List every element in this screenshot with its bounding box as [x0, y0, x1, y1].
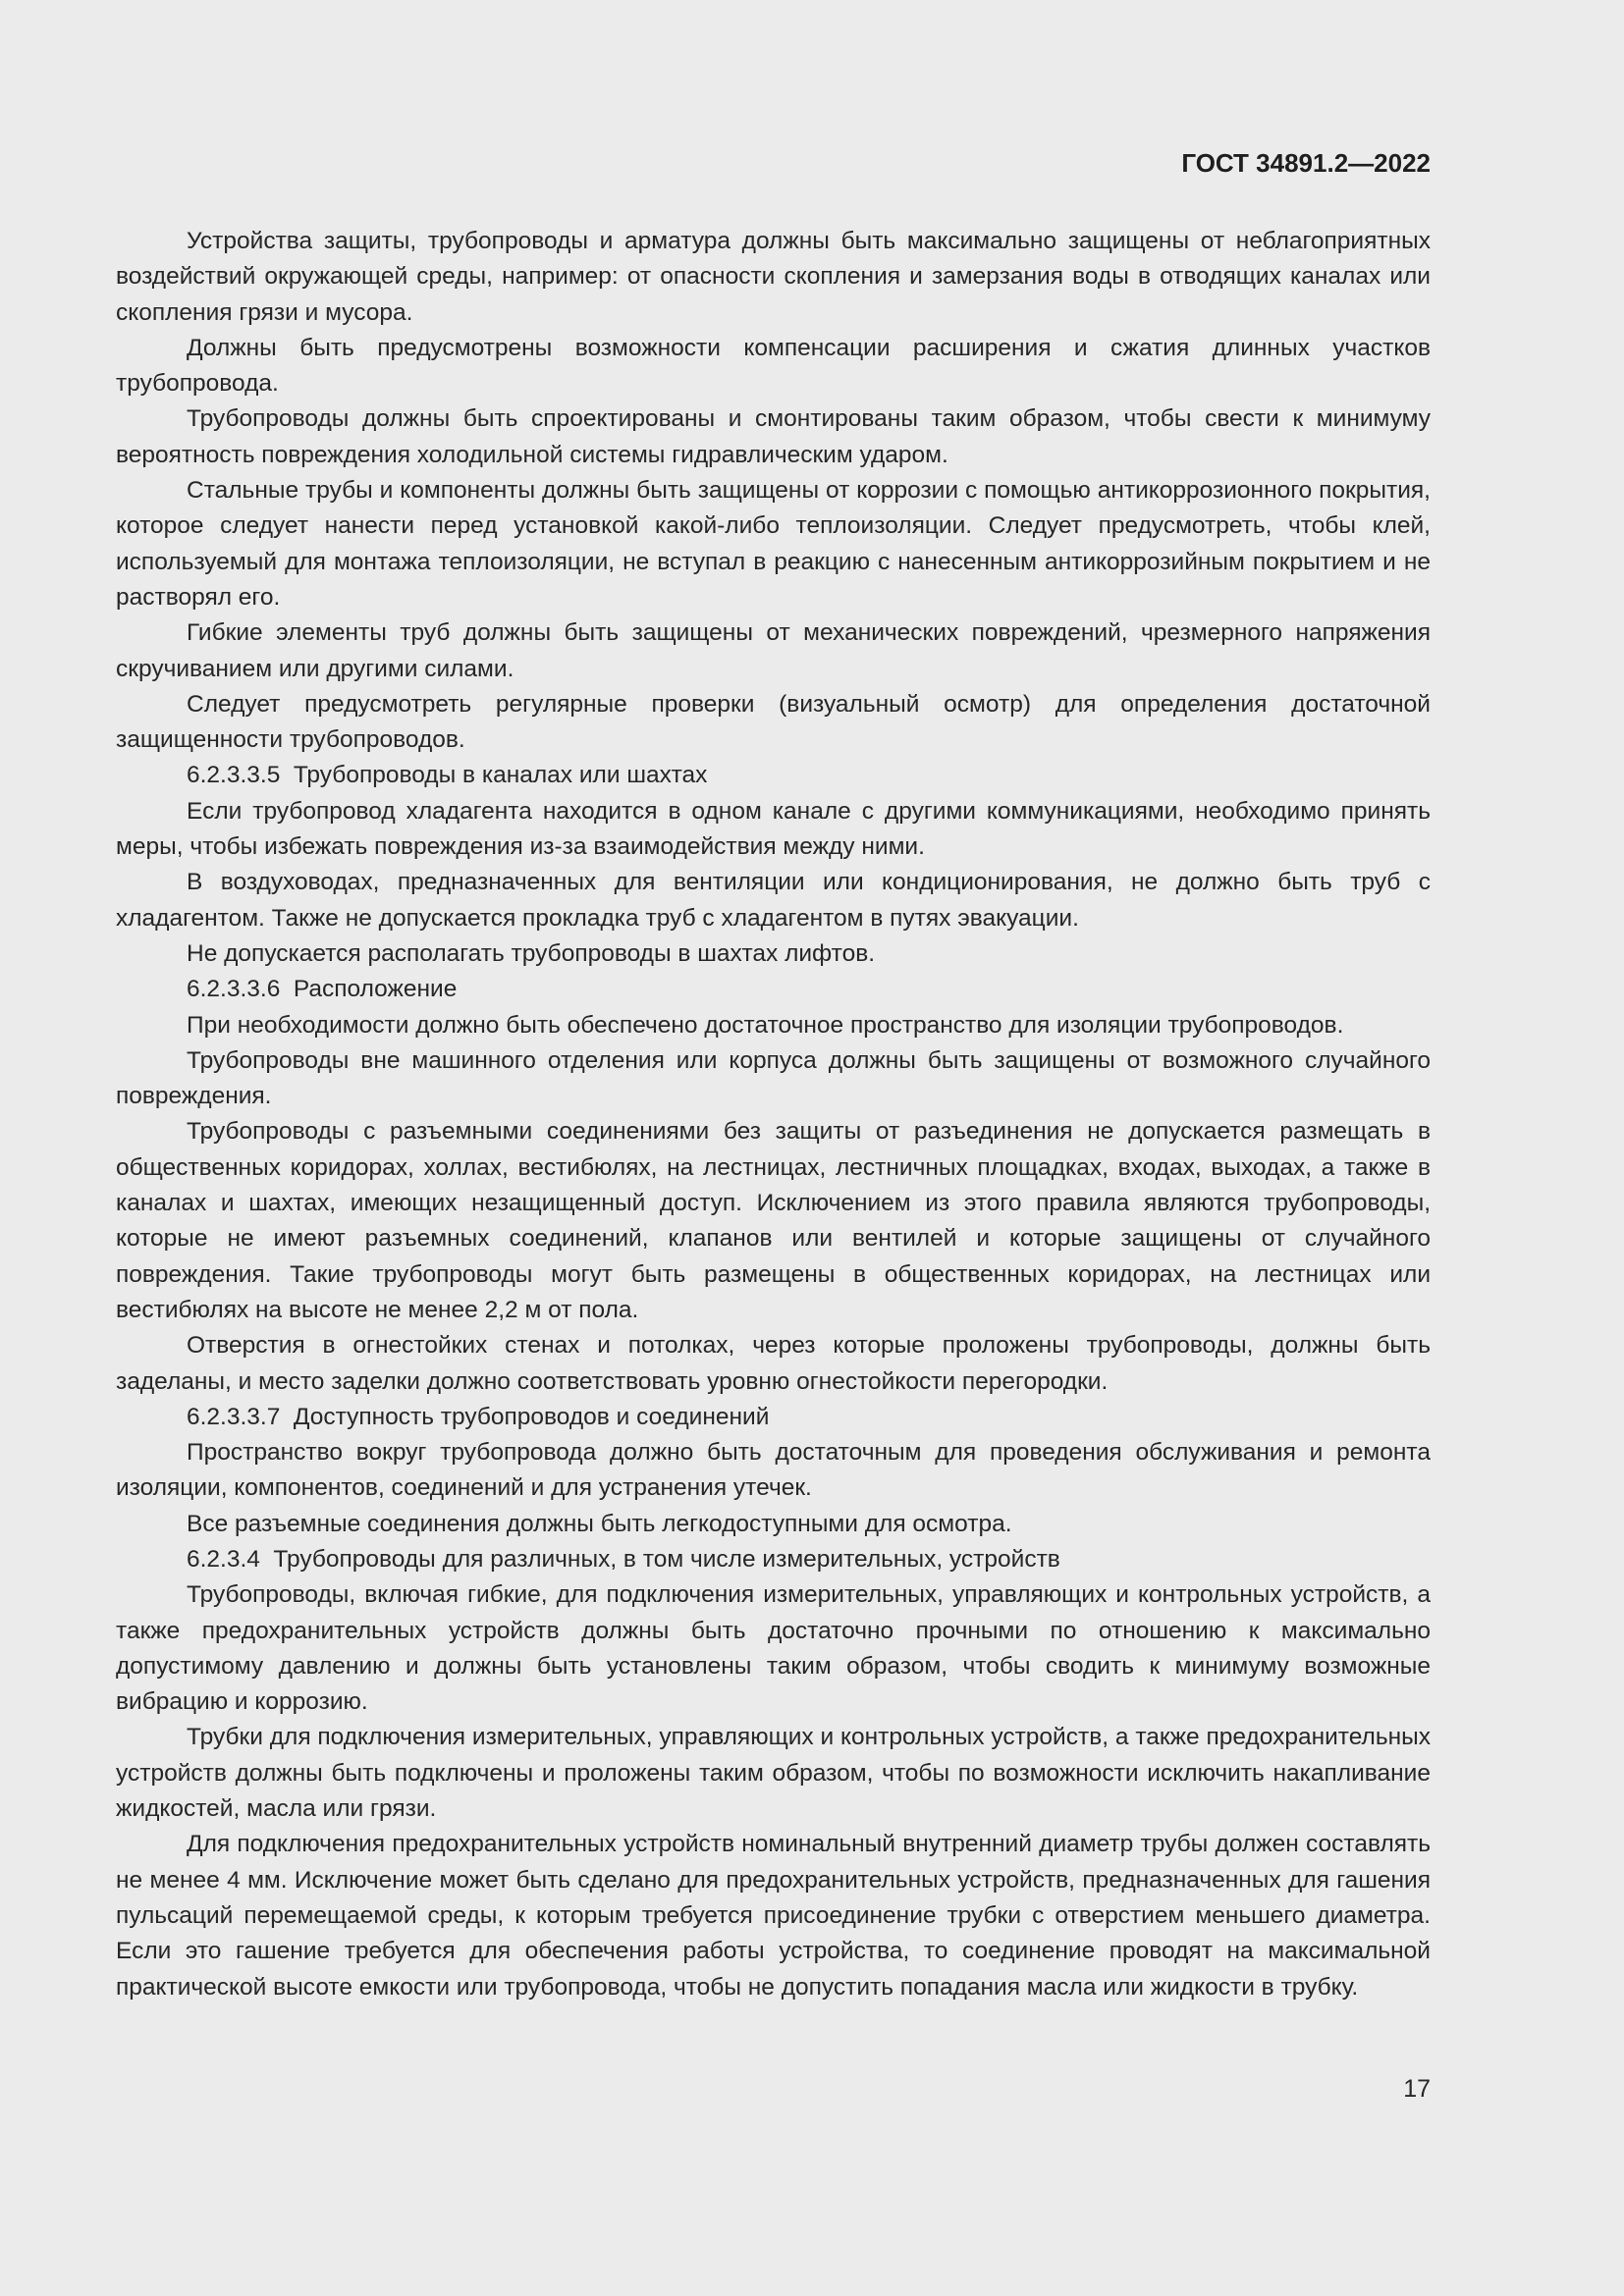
section-number: 6.2.3.3.6 — [187, 976, 281, 1003]
paragraph: Должны быть предусмотрены возможности компенсации расширения и сжатия длинных участков трубопровода. — [116, 334, 1431, 398]
body-text — [116, 224, 1431, 2005]
paragraph: Трубки для подключения измерительных, управляющих и контрольных устройств, а также предохранительных устройств должны быть подключены и проложены таким образом, чтобы по возможности исключить накапливание жидкостей, масла или грязи. — [116, 1724, 1431, 1823]
paragraph: При необходимости должно быть обеспечено достаточное пространство для изоляции трубопроводов. — [187, 1011, 1344, 1039]
section-number: 6.2.3.3.7 — [187, 1403, 281, 1430]
section-heading — [116, 758, 1431, 793]
section-number: 6.2.3.3.5 — [187, 762, 281, 789]
paragraph: Если трубопровод хладагента находится в одном канале с другими коммуникациями, необходимо принять меры, чтобы избежать повреждения из-за взаимодействия между ними. — [116, 797, 1431, 861]
section-number: 6.2.3.4 — [187, 1545, 260, 1573]
paragraph: Трубопроводы с разъемными соединениями без защиты от разъединения не допускается размещать в общественных коридорах, холлах, вестибюлях, на лестницах, лестничных площадках, входах, выходах, а также в каналах и шахтах, имеющих незащищенный доступ. Исключением из этого правила являются трубопроводы, которые не имеют разъемных соединений, клапанов или вентилей и которые защищены от случайного повреждения. Такие трубопроводы могут быть размещены в общественных коридорах, на лестницах или вестибюлях на высоте не менее 2,2 м от пола. — [116, 1118, 1431, 1323]
paragraph: В воздуховодах, предназначенных для вентиляции или кондиционирования, не должно быть труб с хладагентом. Также не допускается прокладка труб с хладагентом в путях эвакуации. — [116, 869, 1431, 932]
paragraph: Не допускается располагать трубопроводы в шахтах лифтов. — [187, 939, 876, 967]
paragraph: Следует предусмотреть регулярные проверки (визуальный осмотр) для определения достаточной защищенности трубопроводов. — [116, 690, 1431, 754]
paragraph: Отверстия в огнестойких стенах и потолках, через которые проложены трубопроводы, должны быть заделаны, и место заделки должно соответствовать уровню огнестойкости перегородки. — [116, 1332, 1431, 1395]
paragraph: Для подключения предохранительных устройств номинальный внутренний диаметр трубы должен составлять не менее 4 мм. Исключение может быть сделано для предохранительных устройств, предназначенных для гашения пульсаций перемещаемой среды, к которым требуется присоединение трубки с отверстием меньшего диаметра. Если это гашение требуется для обеспечения работы устройства, то соединение проводят на максимальной практической высоте емкости или трубопровода, чтобы не допустить попадания масла или жидкости в трубку. — [116, 1831, 1431, 2001]
section-title: Трубопроводы в каналах или шахтах — [293, 762, 708, 789]
section-title: Расположение — [293, 976, 458, 1003]
section-heading — [116, 972, 1431, 1007]
section-heading — [116, 1400, 1431, 1435]
page-number: 17 — [1403, 2075, 1431, 2103]
section-title: Доступность трубопроводов и соединений — [293, 1403, 770, 1430]
standard-designation: ГОСТ 34891.2—2022 — [1181, 148, 1431, 178]
paragraph: Гибкие элементы труб должны быть защищены от механических повреждений, чрезмерного напряжения скручиванием или другими силами. — [116, 619, 1431, 682]
paragraph: Трубопроводы вне машинного отделения или корпуса должны быть защищены от возможного случайного повреждения. — [116, 1046, 1431, 1110]
paragraph: Трубопроводы, включая гибкие, для подключения измерительных, управляющих и контрольных устройств, а также предохранительных устройств должны быть достаточно прочными по отношению к максимально допустимому давлению и должны быть установлены таким образом, чтобы сводить к минимуму возможные вибрацию и коррозию. — [116, 1581, 1431, 1716]
paragraph: Устройства защиты, трубопроводы и арматура должны быть максимально защищены от неблагоприятных воздействий окружающей среды, например: от опасности скопления и замерзания воды в отводящих каналах или скопления грязи и мусора. — [116, 228, 1431, 326]
section-heading — [116, 1542, 1431, 1577]
paragraph: Трубопроводы должны быть спроектированы и смонтированы таким образом, чтобы свести к минимуму вероятность повреждения холодильной системы гидравлическим ударом. — [116, 405, 1431, 468]
paragraph: Все разъемные соединения должны быть легкодоступными для осмотра. — [187, 1510, 1012, 1537]
section-title: Трубопроводы для различных, в том числе измерительных, устройств — [273, 1545, 1060, 1573]
paragraph: Стальные трубы и компоненты должны быть защищены от коррозии с помощью антикоррозионного покрытия, которое следует нанести перед установкой какой-либо теплоизоляции. Следует предусмотреть, чтобы клей, используемый для монтажа теплоизоляции, не вступал в реакцию с нанесенным антикоррозийным покрытием и не растворял его. — [116, 477, 1431, 611]
paragraph: Пространство вокруг трубопровода должно быть достаточным для проведения обслуживания и ремонта изоляции, компонентов, соединений и для устранения утечек. — [116, 1439, 1431, 1502]
